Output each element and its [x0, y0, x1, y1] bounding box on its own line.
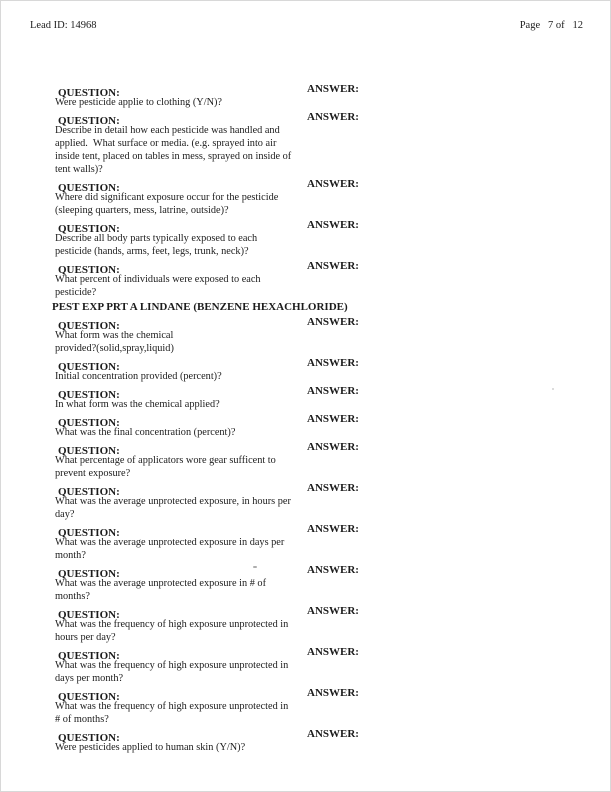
- question-text-line: What was the frequency of high exposure unprotected in: [55, 619, 289, 630]
- question-text-line: What was the average unprotected exposure, in hours per: [55, 496, 291, 507]
- question-label: QUESTION:: [58, 568, 120, 580]
- question-label: QUESTION:: [58, 486, 120, 498]
- answer-label: ANSWER:: [307, 413, 359, 425]
- question-text-line: (sleeping quarters, mess, latrine, outside)?: [55, 205, 229, 216]
- question-text-line: day?: [55, 509, 75, 520]
- question-block: [55, 316, 586, 355]
- answer-label: ANSWER:: [307, 605, 359, 617]
- question-text-line: # of months?: [55, 714, 109, 725]
- question-block: [55, 413, 586, 439]
- question-answer-row: [55, 385, 586, 401]
- answer-label: ANSWER:: [307, 111, 359, 123]
- question-answer-row: [55, 178, 586, 194]
- question-text-line: prevent exposure?: [55, 468, 131, 479]
- lead-id-label: Lead ID: 14968: [30, 20, 97, 31]
- question-text-line: provided?(solid,spray,liquid): [55, 343, 174, 354]
- question-label: QUESTION:: [58, 527, 120, 539]
- question-text-line: What percent of individuals were exposed to each: [55, 274, 261, 285]
- answer-label: ANSWER:: [307, 687, 359, 699]
- question-block: [55, 687, 586, 726]
- question-text-line: days per month?: [55, 673, 124, 684]
- question-text-line: inside tent, placed on tables in mess, sprayed on inside of: [55, 151, 292, 162]
- question-text-line: hours per day?: [55, 632, 116, 643]
- question-text-line: What was the average unprotected exposure in # of: [55, 578, 267, 589]
- question-text-line: What form was the chemical: [55, 330, 174, 341]
- question-answer-row: [55, 605, 586, 621]
- answer-label: ANSWER:: [307, 357, 359, 369]
- question-label: QUESTION:: [58, 609, 120, 621]
- answer-label: ANSWER:: [307, 178, 359, 190]
- question-answer-row: [55, 482, 586, 498]
- question-label: QUESTION:: [58, 361, 120, 373]
- question-label: QUESTION:: [58, 87, 120, 99]
- question-answer-row: [55, 83, 586, 99]
- question-text-line: Were pesticide applie to clothing (Y/N)?: [55, 97, 223, 108]
- question-text-line: tent walls)?: [55, 164, 103, 175]
- section-heading: PEST EXP PRT A LINDANE (BENZENE HEXACHLORIDE): [52, 301, 348, 313]
- question-text-line: Describe all body parts typically exposed to each: [55, 233, 258, 244]
- question-answer-row: [55, 564, 586, 580]
- question-block: [55, 178, 586, 217]
- answer-label: ANSWER:: [307, 441, 359, 453]
- question-answer-row: [55, 441, 586, 457]
- question-text-line: pesticide (hands, arms, feet, legs, trunk, neck)?: [55, 246, 249, 257]
- question-text-line: What percentage of applicators wore gear sufficent to: [55, 455, 276, 466]
- question-text-line: Describe in detail how each pesticide was handled and: [55, 125, 280, 136]
- question-list: [52, 83, 586, 756]
- question-text-line: Where did significant exposure occur for the pesticide: [55, 192, 279, 203]
- question-label: QUESTION:: [58, 650, 120, 662]
- page-number-label: Page 7 of 12: [519, 20, 583, 31]
- answer-label: ANSWER:: [307, 482, 359, 494]
- answer-label: ANSWER:: [307, 564, 359, 576]
- question-label: QUESTION:: [58, 732, 120, 744]
- question-block: [55, 357, 586, 383]
- question-text-line: pesticide?: [55, 287, 97, 298]
- question-answer-row: [55, 357, 586, 373]
- question-block: [55, 646, 586, 685]
- question-label: QUESTION:: [58, 417, 120, 429]
- scan-artifact: [552, 388, 554, 390]
- question-block: [55, 482, 586, 521]
- question-answer-row: [55, 413, 586, 429]
- question-label: QUESTION:: [58, 320, 120, 332]
- question-block: [55, 83, 586, 109]
- question-answer-row: [55, 260, 586, 276]
- question-answer-row: [55, 111, 586, 127]
- question-block: [55, 385, 586, 411]
- scan-artifact: [253, 566, 257, 568]
- question-text-line: What was the average unprotected exposure in days per: [55, 537, 285, 548]
- answer-label: ANSWER:: [307, 260, 359, 272]
- question-answer-row: [55, 646, 586, 662]
- answer-label: ANSWER:: [307, 385, 359, 397]
- question-block: [55, 441, 586, 480]
- question-label: QUESTION:: [58, 264, 120, 276]
- question-answer-row: [55, 219, 586, 235]
- question-label: QUESTION:: [58, 389, 120, 401]
- answer-label: ANSWER:: [307, 646, 359, 658]
- answer-label: ANSWER:: [307, 316, 359, 328]
- answer-label: ANSWER:: [307, 523, 359, 535]
- answer-label: ANSWER:: [307, 83, 359, 95]
- question-text-line: What was the frequency of high exposure unprotected in: [55, 660, 289, 671]
- question-label: QUESTION:: [58, 182, 120, 194]
- answer-label: ANSWER:: [307, 728, 359, 740]
- question-block: [55, 111, 586, 176]
- question-text-line: Were pesticides applied to human skin (Y/N)?: [55, 742, 246, 753]
- question-answer-row: [55, 687, 586, 703]
- question-block: [55, 523, 586, 562]
- question-text-line: Initial concentration provided (percent)?: [55, 371, 222, 382]
- question-label: QUESTION:: [58, 115, 120, 127]
- question-text-line: What was the frequency of high exposure unprotected in: [55, 701, 289, 712]
- question-label: QUESTION:: [58, 223, 120, 235]
- question-text-line: In what form was the chemical applied?: [55, 399, 220, 410]
- question-label: QUESTION:: [58, 691, 120, 703]
- page-header: [30, 20, 583, 32]
- question-block: [55, 728, 586, 754]
- question-answer-row: [55, 316, 586, 332]
- question-block: [55, 564, 586, 603]
- question-answer-row: [55, 523, 586, 539]
- question-block: [55, 605, 586, 644]
- question-label: QUESTION:: [58, 445, 120, 457]
- answer-label: ANSWER:: [307, 219, 359, 231]
- question-block: [55, 219, 586, 258]
- question-text-line: months?: [55, 591, 90, 602]
- question-text-line: applied. What surface or media. (e.g. sprayed into air: [55, 138, 277, 149]
- question-block: [55, 260, 586, 299]
- question-answer-row: [55, 728, 586, 744]
- question-text-line: month?: [55, 550, 86, 561]
- question-text-line: What was the final concentration (percent)?: [55, 427, 236, 438]
